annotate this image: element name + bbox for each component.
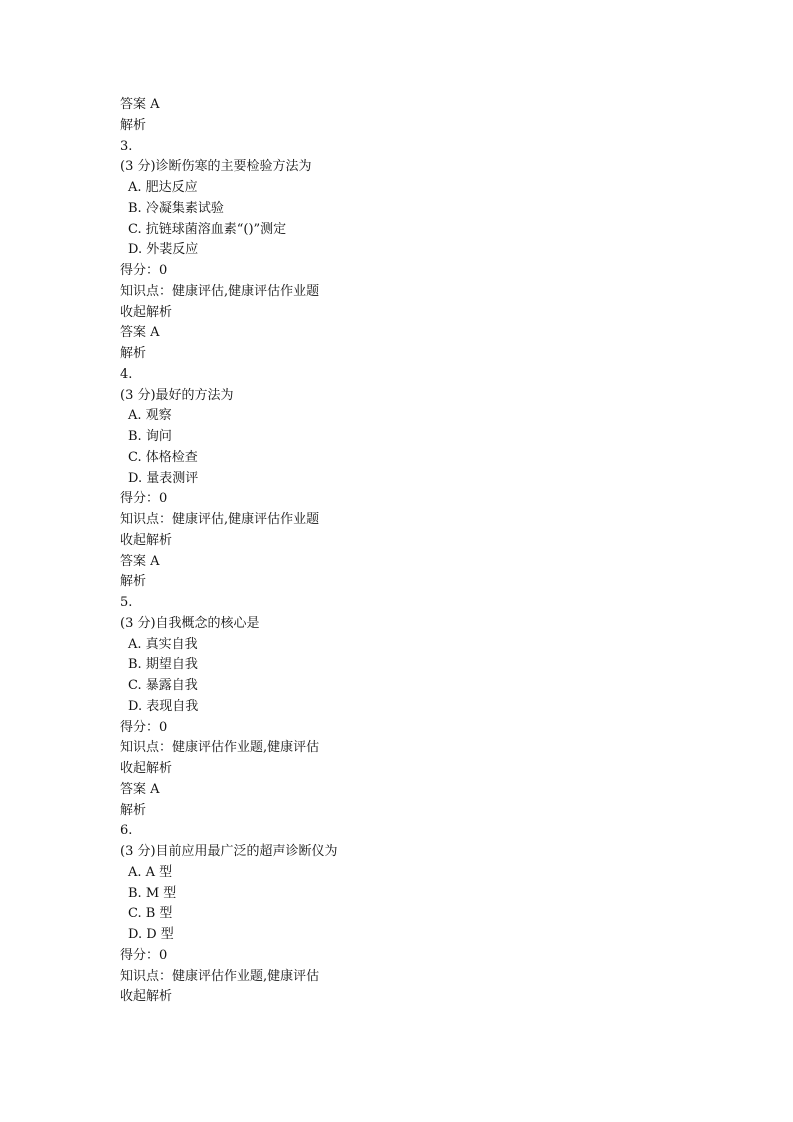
answer-label: 答案 A	[120, 781, 160, 797]
knowledge-point: 知识点：健康评估,健康评估作业题	[120, 283, 320, 299]
collapse-analysis-link[interactable]: 收起解析	[120, 532, 173, 548]
score-label: 得分：0	[120, 263, 168, 278]
question-number: 6.	[120, 823, 133, 839]
option-d: D. D 型	[128, 927, 174, 942]
question-number: 3.	[120, 138, 133, 154]
collapse-analysis-link[interactable]: 收起解析	[120, 761, 173, 776]
option-b: B. 期望自我	[128, 657, 198, 673]
analysis-label: 解析	[120, 346, 147, 361]
option-d: D. 外裴反应	[128, 242, 199, 258]
knowledge-point: 知识点：健康评估作业题,健康评估	[120, 968, 320, 984]
score-label: 得分：0	[120, 719, 168, 735]
analysis-label: 解析	[120, 574, 147, 590]
knowledge-point: 知识点：健康评估作业题,健康评估	[120, 740, 320, 756]
option-b: B. 询问	[128, 429, 172, 444]
option-c: C. 抗链球菌溶血素“()”测定	[128, 221, 287, 237]
analysis-label: 解析	[120, 117, 147, 133]
analysis-label: 解析	[120, 802, 147, 818]
question-number: 4.	[120, 366, 133, 382]
option-b: B. M 型	[128, 885, 177, 901]
answer-label: 答案 A	[120, 97, 160, 112]
option-c: C. 体格检查	[128, 449, 198, 465]
question-stem: (3 分)自我概念的核心是	[120, 615, 260, 631]
document-content	[120, 95, 740, 1008]
knowledge-point: 知识点：健康评估,健康评估作业题	[120, 512, 320, 527]
question-stem: (3 分)最好的方法为	[120, 387, 234, 403]
score-label: 得分：0	[120, 491, 168, 507]
collapse-analysis-link[interactable]: 收起解析	[120, 304, 173, 320]
question-stem: (3 分)诊断伤寒的主要检验方法为	[120, 159, 312, 175]
option-b: B. 冷凝集素试验	[128, 200, 224, 216]
option-d: D. 表现自我	[128, 698, 199, 714]
option-a: A. 真实自我	[128, 636, 198, 652]
option-c: C. B 型	[128, 906, 173, 922]
collapse-analysis-link[interactable]: 收起解析	[120, 989, 173, 1005]
answer-label: 答案 A	[120, 325, 160, 341]
question-stem: (3 分)目前应用最广泛的超声诊断仪为	[120, 844, 338, 859]
score-label: 得分：0	[120, 947, 168, 963]
option-c: C. 暴露自我	[128, 678, 198, 693]
question-number: 5.	[120, 595, 133, 610]
answer-label: 答案 A	[120, 553, 160, 569]
option-a: A. 观察	[128, 408, 172, 424]
option-a: A. 肥达反应	[128, 180, 198, 195]
option-d: D. 量表测评	[128, 470, 199, 486]
option-a: A. A 型	[128, 864, 173, 880]
